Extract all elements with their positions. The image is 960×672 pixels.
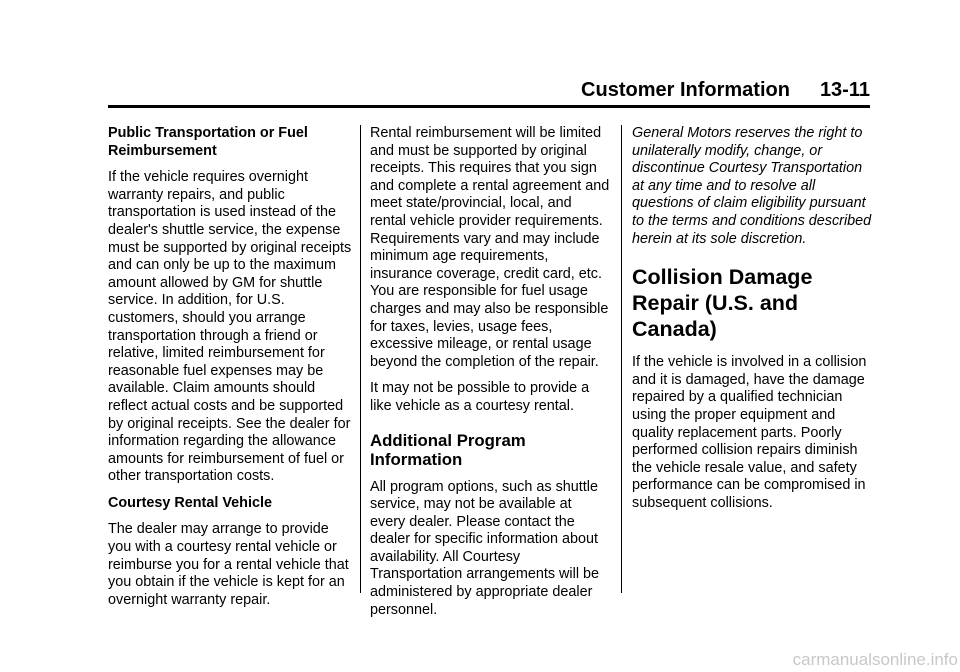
page-number: 13-11	[819, 79, 870, 101]
rental-reimbursement-paragraph: Rental reimbursement will be limited and must be supported by original receipts. This requires that you sign and complete a rental agreement and meet state/provincial, local, and rental vehicle provider requirements. Requirements vary and may include minimum age requirements, insurance coverage, credit card, etc. You are responsible for fuel usage charges and may also be responsible for taxes, levies, usage fees, excessive mileage, or rental usage beyond the completion of the repair.	[370, 125, 610, 370]
collision-damage-heading: Collision Damage Repair (U.S. and Canada)	[632, 265, 813, 342]
additional-program-heading: Additional Program Information	[370, 430, 526, 469]
column-2	[370, 125, 610, 628]
column-divider-2	[621, 125, 622, 593]
additional-program-paragraph: All program options, such as shuttle service, may not be available at every dealer. Please contact the dealer for specific information about availability. All Courtesy Transportation arrangements will be administered by appropriate dealer personnel.	[370, 478, 600, 618]
courtesy-rental-heading: Courtesy Rental Vehicle	[108, 494, 272, 511]
fuel-reimbursement-heading: Public Transportation or Fuel Reimbursement	[108, 125, 308, 159]
header-rule	[108, 105, 870, 108]
like-vehicle-paragraph: It may not be possible to provide a like vehicle as a courtesy rental.	[370, 380, 590, 414]
column-3	[632, 125, 876, 522]
fuel-reimbursement-paragraph: If the vehicle requires overnight warranty repairs, and public transportation is used instead of the dealer's shuttle service, the expense must be supported by original receipts and can only be up to the maximum amount allowed by GM for shuttle service. In addition, for U.S. customers, should you arrange transportation through a friend or relative, limited reimbursement for reasonable fuel expenses may be available. Claim amounts should reflect actual costs and be supported by original receipts. See the dealer for information regarding the allowance amounts for reimbursement of fuel or other transportation costs.	[108, 169, 352, 485]
watermark: carmanualsonline.info	[792, 650, 958, 669]
section-title: Customer Information	[581, 79, 790, 101]
column-1	[108, 125, 352, 618]
courtesy-rental-paragraph: The dealer may arrange to provide you with a courtesy rental vehicle or reimburse you for a rental vehicle that you obtain if the vehicle is kept for an overnight warranty repair.	[108, 521, 349, 608]
page-header	[108, 78, 870, 102]
collision-damage-paragraph: If the vehicle is involved in a collision and it is damaged, have the damage repaired by a qualified technician using the proper equipment and quality replacement parts. Poorly performed collision repairs diminish the vehicle resale value, and safety performance can be compromised in subsequent collisions.	[632, 354, 867, 511]
gm-reserves-paragraph: General Motors reserves the right to unilaterally modify, change, or discontinue Courtesy Transportation at any time and to resolve all questions of claim eligibility pursuant to the terms and conditions described herein at its sole discretion.	[632, 125, 872, 247]
column-divider-1	[360, 125, 361, 593]
